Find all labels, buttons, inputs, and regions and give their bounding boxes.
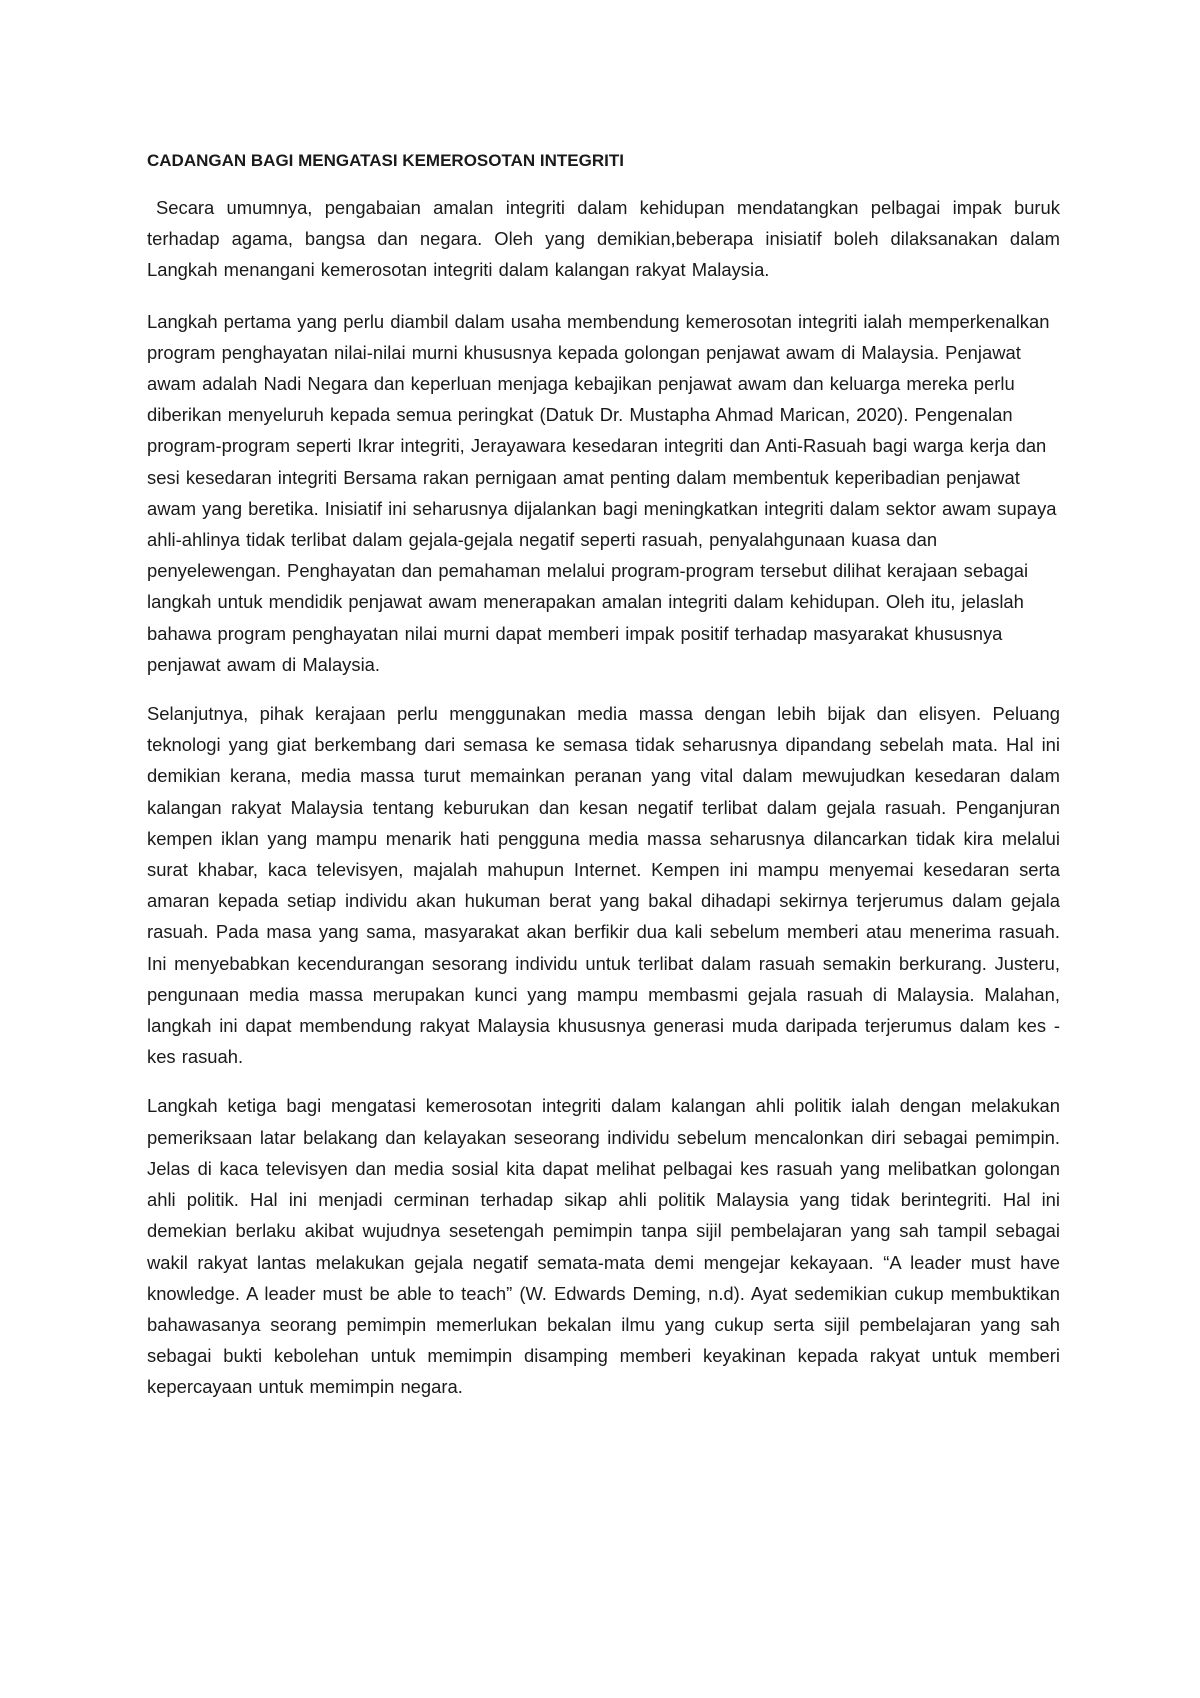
- paragraph-introduction: Secara umumnya, pengabaian amalan integriti dalam kehidupan mendatangkan pelbagai impak buruk terhadap agama, bangsa dan negara. Oleh yang demikian,beberapa inisiatif boleh dilaksanakan dalam Langkah menangani kemerosotan integriti dalam kalangan rakyat Malaysia.: [147, 197, 1060, 281]
- paragraph-second-step: Selanjutnya, pihak kerajaan perlu menggunakan media massa dengan lebih bijak dan elisyen. Peluang teknologi yang giat berkembang dari semasa ke semasa tidak seharusnya dipandang sebelah mata. Hal ini demikian kerana, media massa turut memainkan peranan yang vital dalam mewujudkan kesedaran dalam kalangan rakyat Malaysia tentang keburukan dan kesan negatif terlibat dalam gejala rasuah. Penganjuran kempen iklan yang mampu menarik hati pengguna media massa seharusnya dilancarkan tidak kira melalui surat khabar, kaca televisyen, majalah mahupun Internet. Kempen ini mampu menyemai kesedaran serta amaran kepada setiap individu akan hukuman berat yang bakal dihadapi sekirnya terjerumus dalam gejala rasuah. Pada masa yang sama, masyarakat akan berfikir dua kali sebelum memberi atau menerima rasuah. Ini menyebabkan kecendurangan sesorang individu untuk terlibat dalam rasuah semakin berkurang. Justeru, pengunaan media massa merupakan kunci yang mampu membasmi gejala rasuah di Malaysia. Malahan, langkah ini dapat membendung rakyat Malaysia khususnya generasi muda daripada terjerumus dalam kes -kes rasuah.: [147, 703, 1060, 1068]
- paragraph-third-step: Langkah ketiga bagi mengatasi kemerosotan integriti dalam kalangan ahli politik ialah dengan melakukan pemeriksaan latar belakang dan kelayakan seseorang individu sebelum mencalonkan diri sebagai pemimpin. Jelas di kaca televisyen dan media sosial kita dapat melihat pelbagai kes rasuah yang melibatkan golongan ahli politik. Hal ini menjadi cerminan terhadap sikap ahli politik Malaysia yang tidak berintegriti. Hal ini demekian berlaku akibat wujudnya sesetengah pemimpin tanpa sijil pembelajaran yang sah tampil sebagai wakil rakyat lantas melakukan gejala negatif semata-mata demi mengejar kekayaan. “A leader must have knowledge. A leader must be able to teach” (W. Edwards Deming, n.d). Ayat sedemikian cukup membuktikan bahawasanya seorang pemimpin memerlukan bekalan ilmu yang cukup serta sijil pembelajaran yang sah sebagai bukti kebolehan untuk memimpin disamping memberi keyakinan kepada rakyat untuk memberi kepercayaan untuk memimpin negara.: [147, 1095, 1060, 1398]
- document-title: CADANGAN BAGI MENGATASI KEMEROSOTAN INTEGRITI: [147, 151, 624, 170]
- paragraph-first-step: Langkah pertama yang perlu diambil dalam usaha membendung kemerosotan integriti ialah memperkenalkan program penghayatan nilai-nilai murni khususnya kepada golongan penjawat awam di Malaysia. Penjawat awam adalah Nadi Negara dan keperluan menjaga kebajikan penjawat awam dan keluarga mereka perlu diberikan menyeluruh kepada semua peringkat (Datuk Dr. Mustapha Ahmad Marican, 2020). Pengenalan program-program seperti Ikrar integriti, Jerayawara kesedaran integriti dan Anti-Rasuah bagi warga kerja dan sesi kesedaran integriti Bersama rakan pernigaan amat penting dalam membentuk keperibadian penjawat awam yang beretika. Inisiatif ini seharusnya dijalankan bagi meningkatkan integriti dalam sektor awam supaya ahli-ahlinya tidak terlibat dalam gejala-gejala negatif seperti rasuah, penyalahgunaan kuasa dan penyelewengan. Penghayatan dan pemahaman melalui program-program tersebut dilihat kerajaan sebagai langkah untuk mendidik penjawat awam menerapakan amalan integriti dalam kehidupan. Oleh itu, jelaslah bahawa program penghayatan nilai murni dapat memberi impak positif terhadap masyarakat khususnya penjawat awam di Malaysia.: [147, 310, 1057, 675]
- document-page: [147, 150, 1060, 1421]
